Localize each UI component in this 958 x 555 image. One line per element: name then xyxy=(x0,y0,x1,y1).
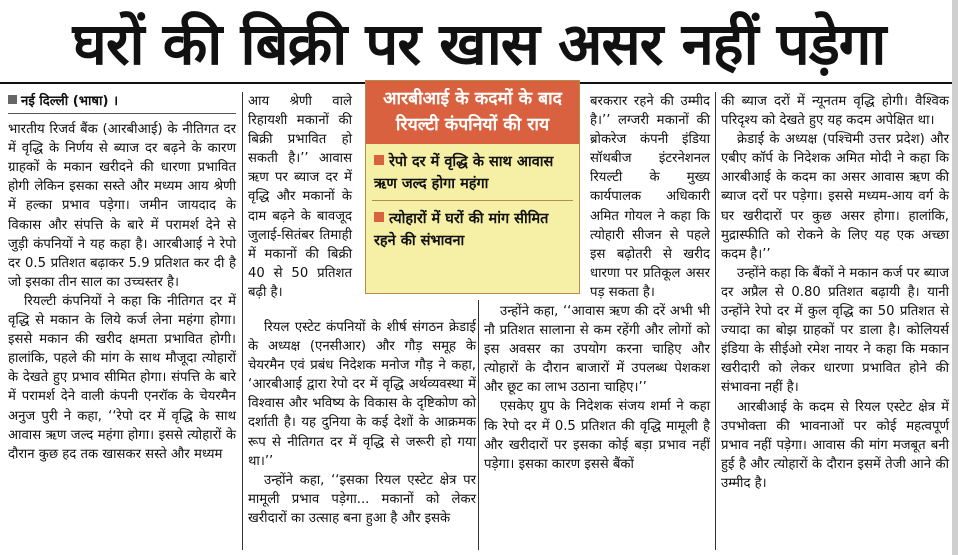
headline: घरों की बिक्री पर खास असर नहीं पड़ेगा xyxy=(0,0,958,84)
column-1 xyxy=(8,92,236,552)
paragraph: रियल्टी कंपनियों ने कहा कि नीतिगत दर में वृद्धि से मकान के लिये कर्ज लेना महंगा होगा। इससे मकान की खरीद क्षमता प्रभावित होगी। हालांकि, पहले की मांग के साथ मौजूदा त्योहारों के देखते हुए प्रभाव सीमित होगा। संपत्ति के बारे में परामर्श देने वाली कंपनी एनरॉक के चेयरमैन अनुज पुरी ने कहा, ‘‘रेपो दर में वृद्धि के साथ आवास ऋण जल्द महंगा होगा। इससे त्योहारों के दौरान कुछ हद तक खासकर सस्ते और मध्यम xyxy=(8,293,236,462)
column-rule xyxy=(242,92,243,550)
pullout-box xyxy=(365,80,580,294)
paragraph: उन्होंने कहा, ‘‘इसका रियल एस्टेट क्षेत्र पर मामूली प्रभाव पड़ेगा... मकानों को लेकर खरीदारों का उत्साह बना हुआ है और इसके xyxy=(248,472,476,526)
paragraph: आरबीआई के कदम से रियल एस्टेट क्षेत्र में उपभोक्ता की भावनाओं पर कोई महत्वपूर्ण प्रभाव नहीं पड़ेगा। आवास की मांग मजबूत बनी हुई है और त्योहारों के दौरान इसमें तेजी आने की उम्मीद है। xyxy=(721,399,949,491)
pullout-item xyxy=(366,144,579,200)
square-bullet-icon xyxy=(8,95,17,104)
divider xyxy=(8,113,236,114)
paragraph: रियल एस्टेट कंपनियों के शीर्ष संगठन क्रेडाई के अध्यक्ष (एनसीआर) और गौड़ समूह के चेयरमैन एवं प्रबंध निदेशक मनोज गौड़ ने कहा, ‘आरबीआई द्वारा रेपो दर में वृद्धि अर्थव्यवस्था में विश्वास और भविष्य के विकास के दृष्टिकोण को दर्शाती है। यह दुनिया के कई देशों के आक्रमक रूप से नीतिगत दर में वृद्धि से जरूरी हो गया था।’’ xyxy=(248,320,476,469)
pullout-title-line: रियल्टी कंपनियों की राय xyxy=(395,115,550,135)
paragraph: बरकरार रहने की उम्मीद है।’’ लग्जरी मकानों की ब्रोकरेज कंपनी इंडिया सॉथबीज इंटरनेशनल रियल्टी के मुख्य कार्यपालक अधिकारी अमित गोयल ने कहा कि त्योहारी सीजन से पहले इस बढ़ोतरी से खरीद धारणा पर प्रतिकूल असर पड़ सकता है। xyxy=(590,94,710,300)
pullout-item-text: त्योहारों में घरों की मांग सीमित रहने की संभावना xyxy=(374,211,549,249)
column-2-top xyxy=(248,92,352,300)
column-3-top xyxy=(590,92,710,302)
pullout-title xyxy=(366,81,579,144)
paragraph: आय श्रेणी वाले रिहायशी मकानों की बिक्री प्रभावित हो सकती है।’’ आवास ऋण पर ब्याज दर में वृद्धि और मकानों के दाम बढ़ने के बावजूद जुलाई-सितंबर तिमाही में मकानों की बिक्री 40 से 50 प्रतिशत बढ़ी है। xyxy=(248,94,352,300)
column-rule xyxy=(715,92,716,550)
dateline-text: नई दिल्ली (भाषा) । xyxy=(21,94,119,109)
square-bullet-icon xyxy=(374,212,384,222)
column-3-bottom xyxy=(484,302,710,552)
pullout-item-text: रेपो दर में वृद्धि के साथ आवास ऋण जल्द होगा महंगा xyxy=(374,154,554,192)
column-2-bottom xyxy=(248,318,476,552)
paragraph: एसकेए ग्रुप के निदेशक संजय शर्मा ने कहा कि रेपो दर में 0.5 प्रतिशत की वृद्धि मामूली है और खरीदारों पर इसका कोई बड़ा प्रभाव नहीं पड़ेगा। इसका कारण इससे बैंकों xyxy=(484,399,710,472)
paragraph: भारतीय रिजर्व बैंक (आरबीआई) के नीतिगत दर में वृद्धि के निर्णय से ब्याज दर बढ़ने के कारण ग्राहकों के मकान खरीदने की धारणा प्रभावित होगी लेकिन इसका सस्ते और मध्यम आय श्रेणी में हल्का प्रभाव पड़ेगा। जमीन जायदाद के विकास और संपत्ति के बारे में परामर्श देने से जुड़ी कंपनियों ने यह कहा है। आरबीआई ने रेपो दर 0.5 प्रतिशत बढ़ाकर 5.9 प्रतिशत कर दी है जो इसका तीन साल का उच्चस्तर है। xyxy=(8,122,236,290)
paragraph: उन्होंने कहा कि बैंकों ने मकान कर्ज पर ब्याज दर अप्रैल से 0.80 प्रतिशत बढ़ायी है। यानी उन्होंने रेपो दर में कुल वृद्धि का 50 प्रतिशत से ज्यादा का बोझ ग्राहकों पर डाला है। कोलियर्स इंडिया के सीईओ रमेश नायर ने कहा कि मकान खरीदारी को लेकर धारणा प्रभावित होने की संभावना नहीं है। xyxy=(721,265,949,396)
paragraph: उन्होंने कहा, ‘‘आवास ऋण की दरें अभी भी नौ प्रतिशत सालाना से कम रहेंगी और लोगों को इस अवसर का उपयोग करना चाहिए और त्योहारों के दौरान बाजारों में उपलब्ध पेशकश और छूट का लाभ उठाना चाहिए।’’ xyxy=(484,304,710,396)
pullout-item xyxy=(366,201,579,257)
page-edge xyxy=(952,0,958,555)
dateline xyxy=(8,92,236,111)
column-rule xyxy=(478,300,479,550)
column-4 xyxy=(721,92,949,552)
paragraph: क्रेडाई के अध्यक्ष (पश्चिमी उत्तर प्रदेश) और एबीए कॉर्प के निदेशक अमित मोदी ने कहा कि आरबीआई के कदम का असर आवास ऋण की ब्याज दरों पर पड़ेगा। इससे मध्यम-आय वर्ग के घर खरीदारों पर कुछ असर होगा। हालांकि, मुद्रास्फीति को रोकने के लिए यह एक अच्छा कदम है।’’ xyxy=(721,132,949,262)
paragraph: की ब्याज दरों में न्यूनतम वृद्धि होगी। वैश्विक परिदृश्य को देखते हुए यह कदम अपेक्षित था। xyxy=(721,94,949,129)
square-bullet-icon xyxy=(374,155,384,165)
pullout-title-line: आरबीआई के कदमों के बाद xyxy=(383,89,562,109)
